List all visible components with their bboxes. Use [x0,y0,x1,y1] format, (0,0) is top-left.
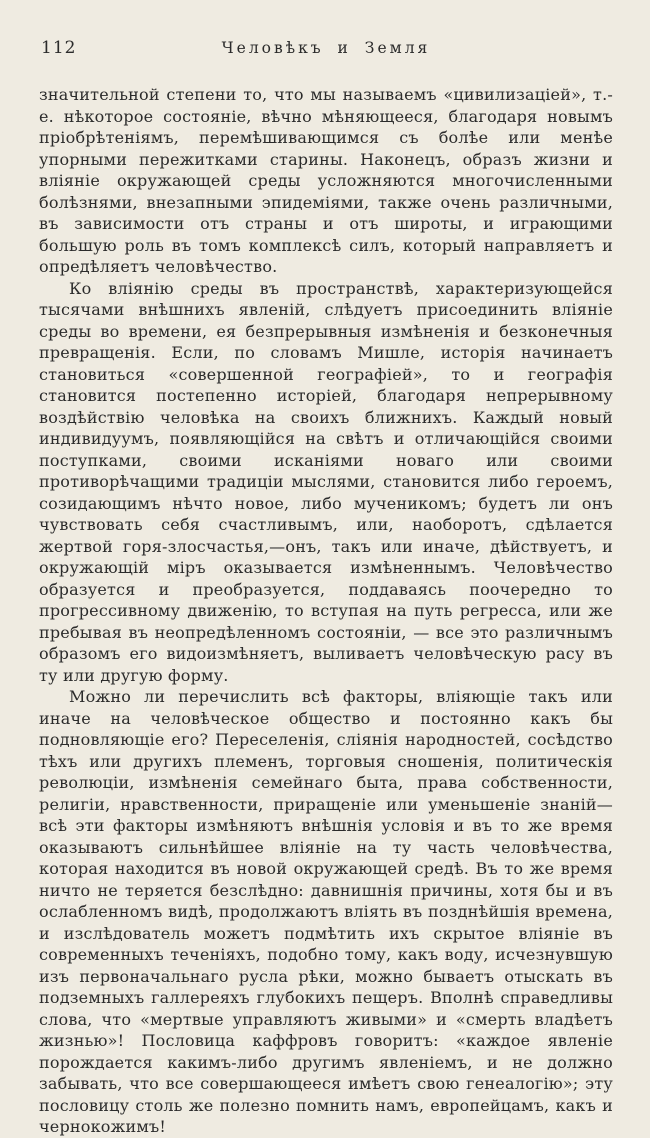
page-number: 112 [41,38,77,58]
paragraph: Можно ли перечислить всѣ факторы, вліяющіе такъ или иначе на человѣческое общество и постоянно какъ бы подновляющіе его? Переселенія, сліянія народностей, сосѣдство тѣхъ или другихъ племенъ, торговыя сношенія, политическія революціи, измѣненія семейнаго быта, права собственности, религіи, нравственности, приращеніе или уменьшеніе знаній—всѣ эти факторы измѣняютъ внѣшнія условія и въ то же время оказываютъ сильнѣйшее вліяніе на ту часть человѣчества, которая находится въ новой окружающей средѣ. Въ то же время ничто не теряется безслѣдно: давнишнія причины, хотя бы и въ ослабленномъ видѣ, продолжаютъ вліять въ позднѣйшія времена, и изслѣдователь можетъ подмѣтить ихъ скрытое вліяніе въ современныхъ теченіяхъ, подобно тому, какъ воду, исчезнувшую изъ первоначальнаго русла рѣки, можно бываетъ отыскать въ подземныхъ галлереяхъ глубокихъ пещеръ. Вполнѣ справедливы слова, что «мертвые управляютъ живыми» и «смерть владѣетъ жизнью»! Пословица каффровъ говоритъ: «каждое явленіе порождается какимъ-либо другимъ явленіемъ, и не должно забывать, что все совершающееся имѣетъ свою генеалогію»; эту пословицу столь же полезно помнить намъ, европейцамъ, какъ и чернокожимъ! [39,687,613,1136]
running-title: Человѣкъ и Земля [221,39,431,57]
text-block [39,84,613,1138]
paragraph: Ко вліянію среды въ пространствѣ, характеризующейся тысячами внѣшнихъ явленій, слѣдуетъ присоединить вліяніе среды во времени, ея безпрерывныя измѣненія и безконечныя превращенія. Если, по словамъ Мишле, исторія начинаетъ становиться «совершенной географіей», то и географія становится постепенно исторіей, благодаря непрерывному воздѣйствію человѣка на своихъ ближнихъ. Каждый новый индивидуумъ, появляющійся на свѣтъ и отличающійся своими поступками, своими исканіями новаго или своими противорѣчащими традиціи мыслями, становится либо героемъ, созидающимъ нѣчто новое, либо мученикомъ; будетъ ли онъ чувствовать себя счастливымъ, или, наоборотъ, сдѣлается жертвой горя-злосчастья,—онъ, такъ или иначе, дѣйствуетъ, и окружающій міръ оказывается измѣненнымъ. Человѣчество образуется и преобразуется, поддаваясь поочередно то прогрессивному движенію, то вступая на путь регресса, или же пребывая въ неопредѣленномъ состояніи, — все это различнымъ образомъ его видоизмѣняетъ, выливаетъ человѣческую расу въ ту или другую форму. [39,278,613,685]
page-header [39,38,613,64]
paragraph: значительной степени то, что мы называемъ «цивилизаціей», т.-е. нѣкоторое состояніе, вѣчно мѣняющееся, благодаря новымъ пріобрѣтеніямъ, перемѣшивающимся съ болѣе или менѣе упорными пережитками старины. Наконецъ, образъ жизни и вліяніе окружающей среды усложняются многочисленными болѣзнями, внезапными эпидеміями, также очень различными, въ зависимости отъ страны и отъ широты, и играющими большую роль въ томъ комплексѣ силъ, который направляетъ и опредѣляетъ человѣчество. [39,85,613,276]
